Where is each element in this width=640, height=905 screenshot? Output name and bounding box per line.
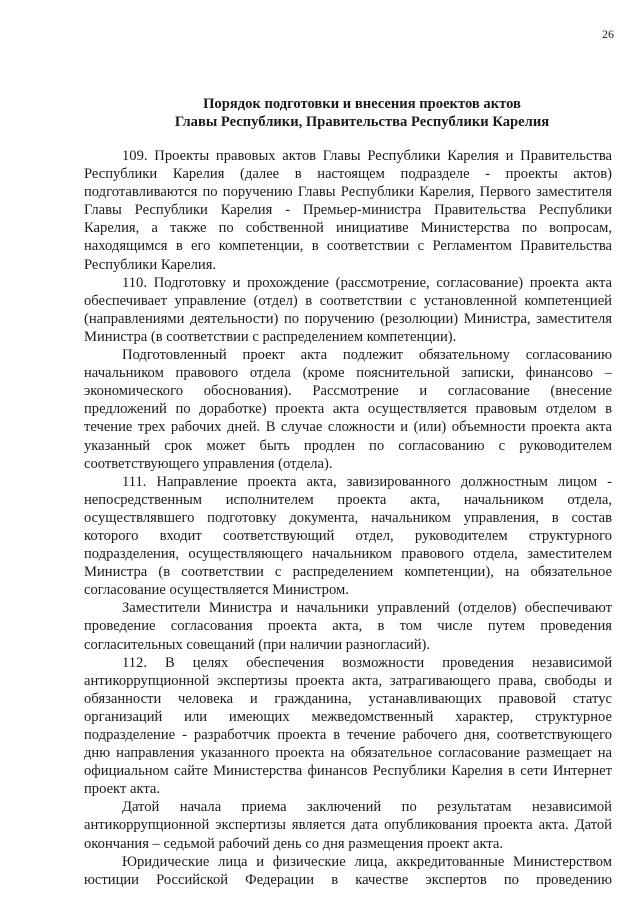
paragraph-111: 111. Направление проекта акта, завизированного должностным лицом - непосредственным исполнителем проекта акта, начальником отдела, осуществлявшего подготовку документа, начальником управления, в состав которого входит соответствующий отдел, руководителем структурного подразделения, осуществляющего начальником правового отдела, заместителем Министра (в соответствии с распределением компетенции), на обязательное согласование осуществляется Министром.: [84, 473, 612, 599]
document-body: [84, 147, 612, 889]
paragraph-expertise-dates: Датой начала приема заключений по результатам независимой антикоррупционной экспертизы является дата опубликования проекта акта. Датой окончания – седьмой рабочий день со дня размещения проект акта.: [84, 799, 612, 852]
paragraph-experts: Юридические лица и физические лица, аккредитованные Министерством юстиции Российской Федерации в качестве экспертов по проведению: [84, 853, 612, 888]
paragraph-112: 112. В целях обеспечения возможности проведения независимой антикоррупционной экспертизы проекта акта, затрагивающего права, свободы и обязанности человека и гражданина, устанавливающих правовой статус организаций или имеющих межведомственный характер, структурное подразделение - разработчик проекта в течение рабочего дня, соответствующего дню направления указанного проекта на обязательное согласование размещает на официальном сайте Министерства финансов Республики Карелия в сети Интернет проект акта.: [84, 654, 612, 798]
paragraph-109: 109. Проекты правовых актов Главы Республики Карелия и Правительства Республики Карелия (далее в настоящем подразделе - проекты актов) подготавливаются по поручению Главы Республики Карелия, Первого заместителя Главы Республики Карелия - Премьер-министра Правительства Республики Карелия, а также по собственной инициативе Министерства по вопросам, находящимся в его компетенции, в соответствии с Регламентом Правительства Республики Карелия.: [84, 148, 612, 273]
section-title-line-2: Главы Республики, Правительства Республики Карелия: [174, 114, 550, 130]
section-title-line-1: Порядок подготовки и внесения проектов актов: [203, 96, 521, 112]
section-title: [84, 95, 640, 131]
paragraph-approval-meetings: Заместители Министра и начальники управлений (отделов) обеспечивают проведение согласования проекта акта, в том числе путем проведения согласительных совещаний (при наличии разногласий).: [84, 600, 612, 653]
paragraph-legal-review: Подготовленный проект акта подлежит обязательному согласованию начальником правового отдела (кроме пояснительной записки, финансово – экономического обоснования). Рассмотрение и согласование (внесение предложений по доработке) проекта акта осуществляется правовым отделом в течение трех рабочих дней. В случае сложности и (или) объемности проекта акта указанный срок может быть продлен по согласованию с руководителем соответствующего управления (отдела).: [84, 347, 612, 472]
page-number: 26: [602, 27, 614, 41]
paragraph-110: 110. Подготовку и прохождение (рассмотрение, согласование) проекта акта обеспечивает управление (отдел) в соответствии с установленной компетенцией (направлениями деятельности) по поручению (резолюции) Министра, заместителя Министра (в соответствии с распределением компетенции).: [84, 274, 612, 345]
